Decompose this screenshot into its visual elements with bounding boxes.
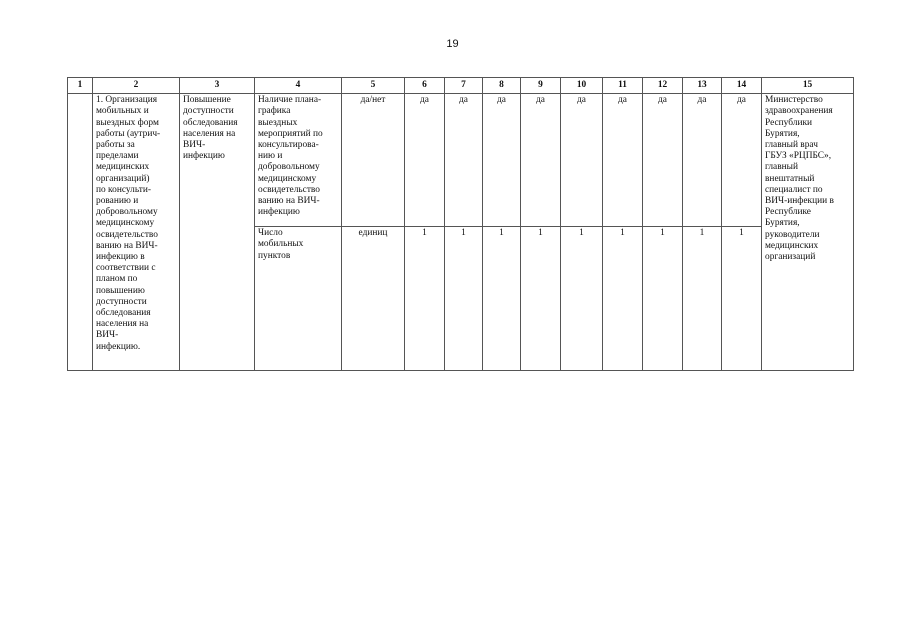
text-line: планом по: [96, 274, 138, 285]
unit-cell: единиц: [342, 227, 405, 371]
text-line: консультирова-: [258, 140, 319, 151]
header-cell: 6: [405, 78, 445, 94]
text-line: ВИЧ-: [96, 330, 119, 341]
text-line: выездных: [258, 117, 298, 128]
header-cell: 10: [561, 78, 603, 94]
text-line: Бурятия,: [765, 218, 800, 229]
text-line: медицинских: [765, 240, 819, 251]
text-line: медицинских: [96, 162, 150, 173]
text-line: Наличие плана-: [258, 95, 322, 106]
text-line: работы за: [96, 140, 135, 151]
text-line: обследования: [96, 308, 151, 319]
text-line: мобильных и: [96, 106, 149, 117]
indicator-cell: [255, 227, 342, 371]
text-line: ВИЧ-: [183, 140, 206, 151]
header-cell: 2: [93, 78, 180, 94]
text-line: медицинскому: [258, 173, 317, 184]
text-line: инфекцию: [183, 151, 225, 162]
value-cell: 1: [521, 227, 561, 371]
text-line: ванию на ВИЧ-: [258, 196, 320, 207]
header-cell: 13: [683, 78, 722, 94]
value-cell: 1: [561, 227, 603, 371]
text-line: ГБУЗ «РЦПБС»,: [765, 151, 832, 162]
value-cell: 1: [483, 227, 521, 371]
value-cell: да: [405, 94, 445, 227]
text-line: обследования: [183, 117, 238, 128]
text-line: организаций: [765, 252, 816, 263]
text-line: добровольному: [96, 207, 158, 218]
header-cell: 4: [255, 78, 342, 94]
value-cell: да: [521, 94, 561, 227]
text-line: внештатный: [765, 173, 815, 184]
header-cell: 12: [643, 78, 683, 94]
event-name-cell: [93, 94, 180, 371]
header-row: [68, 78, 854, 94]
value-cell: да: [603, 94, 643, 227]
text-line: мероприятий по: [258, 128, 323, 139]
value-cell: 1: [405, 227, 445, 371]
text-line: рованию и: [96, 196, 139, 207]
text-line: главный: [765, 162, 798, 173]
text-line: специалист по: [765, 184, 823, 195]
indicator-cell: [255, 94, 342, 227]
text-line: руководители: [765, 229, 820, 240]
text-line: пунктов: [258, 250, 291, 261]
text-line: мобильных: [258, 239, 304, 250]
text-line: по консульти-: [96, 184, 151, 195]
text-line: соответствии с: [96, 263, 156, 274]
unit-cell: да/нет: [342, 94, 405, 227]
text-line: организаций): [96, 173, 150, 184]
header-cell: 7: [445, 78, 483, 94]
header-cell: 3: [180, 78, 255, 94]
text-line: доступности: [183, 106, 234, 117]
header-cell: 15: [762, 78, 854, 94]
text-line: нию и: [258, 151, 283, 162]
value-cell: да: [445, 94, 483, 227]
text-line: Бурятия,: [765, 128, 800, 139]
text-line: медицинскому: [96, 218, 155, 229]
text-line: ванию на ВИЧ-: [96, 240, 158, 251]
text-line: добровольному: [258, 162, 320, 173]
header-cell: 1: [68, 78, 93, 94]
value-cell: да: [483, 94, 521, 227]
text-line: Число: [258, 228, 283, 239]
row-number-cell: [68, 94, 93, 371]
text-line: графика: [258, 106, 291, 117]
text-line: инфекцию в: [96, 252, 145, 263]
value-cell: 1: [603, 227, 643, 371]
text-line: освидетельство: [258, 184, 320, 195]
table-row: [68, 94, 854, 227]
text-line: главный врач: [765, 140, 818, 151]
value-cell: да: [561, 94, 603, 227]
value-cell: 1: [722, 227, 762, 371]
text-line: населения на: [183, 128, 236, 139]
header-cell: 14: [722, 78, 762, 94]
value-cell: да: [643, 94, 683, 227]
goal-cell: [180, 94, 255, 371]
header-cell: 5: [342, 78, 405, 94]
header-cell: 11: [603, 78, 643, 94]
value-cell: да: [722, 94, 762, 227]
text-line: ВИЧ-инфекции в: [765, 196, 834, 207]
text-line: здравоохранения: [765, 106, 833, 117]
value-cell: 1: [445, 227, 483, 371]
header-cell: 8: [483, 78, 521, 94]
text-line: выездных форм: [96, 117, 159, 128]
header-cell: 9: [521, 78, 561, 94]
text-line: доступности: [96, 296, 147, 307]
text-line: повышению: [96, 285, 145, 296]
text-line: работы (аутрич-: [96, 128, 161, 139]
text-line: инфекцию.: [96, 341, 141, 352]
text-line: Министерство: [765, 95, 823, 106]
value-cell: 1: [643, 227, 683, 371]
text-line: Республики: [765, 117, 813, 128]
text-line: пределами: [96, 151, 139, 162]
responsible-cell: [762, 94, 854, 371]
value-cell: да: [683, 94, 722, 227]
text-line: Республике: [765, 207, 811, 218]
value-cell: 1: [683, 227, 722, 371]
text-line: 1. Организация: [96, 95, 158, 106]
page-number: 19: [446, 38, 459, 50]
text-line: Повышение: [183, 95, 231, 106]
text-line: населения на: [96, 319, 149, 330]
text-line: освидетельство: [96, 229, 158, 240]
text-line: инфекцию: [258, 207, 300, 218]
plan-table: [67, 77, 854, 371]
